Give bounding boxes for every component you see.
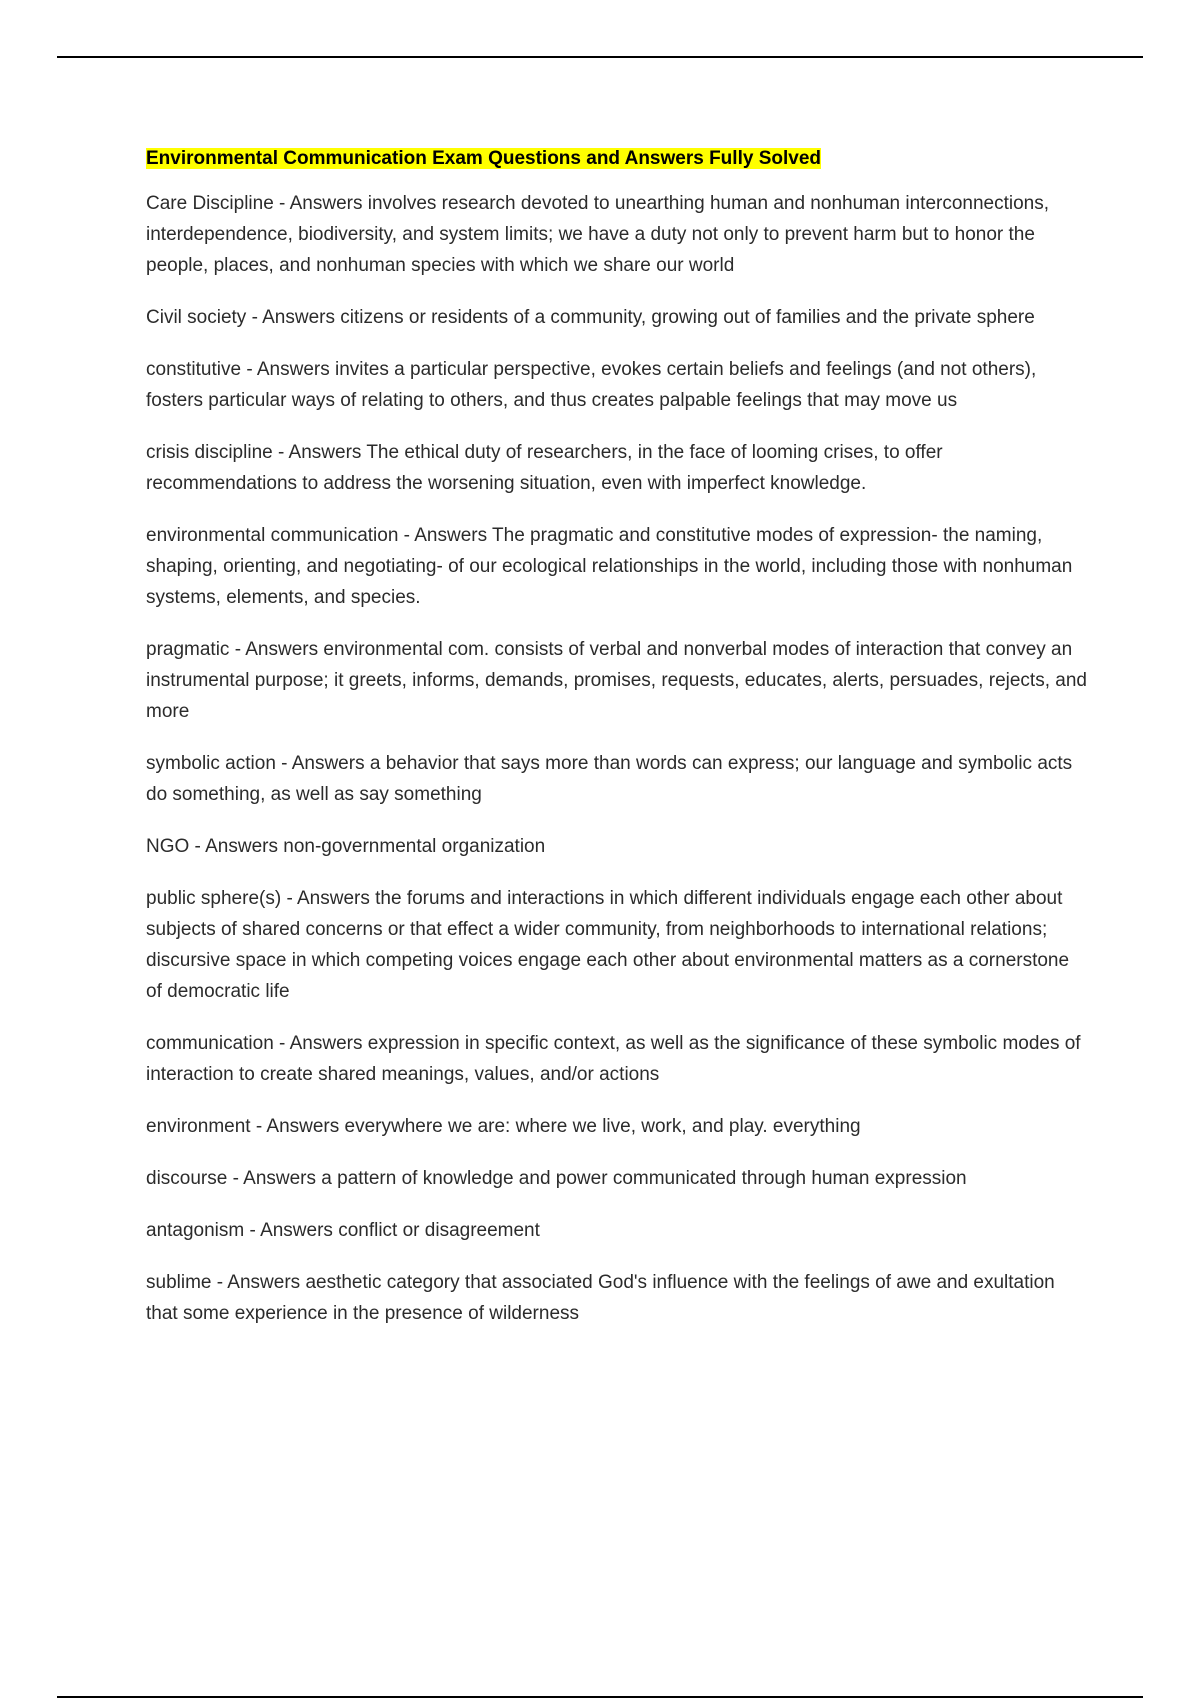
top-rule [57, 56, 1143, 58]
qa-entry-public-sphere: public sphere(s) - Answers the forums and interactions in which different individuals engage each other about subjects of shared concerns or that effect a wider community, from neighborhoods to international relations; discursive space in which competing voices engage each other about environmental matters as a cornerstone of democratic life [146, 888, 1070, 1002]
qa-entry-constitutive: constitutive - Answers invites a particular perspective, evokes certain beliefs and feelings (and not others), fosters particular ways of relating to others, and thus creates palpable feelings that may move us [146, 359, 1037, 411]
qa-entry-antagonism: antagonism - Answers conflict or disagreement [146, 1220, 540, 1241]
qa-entry-communication: communication - Answers expression in specific context, as well as the significance of these symbolic modes of interaction to create shared meanings, values, and/or actions [146, 1033, 1081, 1085]
qa-entry-environment: environment - Answers everywhere we are: where we live, work, and play. everything [146, 1116, 861, 1137]
qa-entry-symbolic-action: symbolic action - Answers a behavior that says more than words can express; our language and symbolic acts do something, as well as say something [146, 753, 1073, 805]
title-block [146, 144, 1088, 174]
qa-entry-pragmatic: pragmatic - Answers environmental com. consists of verbal and nonverbal modes of interaction that convey an instrumental purpose; it greets, informs, demands, promises, requests, educates, alerts, persuades, rejects, and more [146, 639, 1087, 722]
qa-entry-ngo: NGO - Answers non-governmental organization [146, 836, 546, 857]
bottom-rule [57, 1696, 1143, 1698]
document-body [146, 144, 1088, 1350]
qa-entry-care-discipline: Care Discipline - Answers involves research devoted to unearthing human and nonhuman interconnections, interdependence, biodiversity, and system limits; we have a duty not only to prevent harm but to honor the people, places, and nonhuman species with which we share our world [146, 193, 1050, 276]
document-title: Environmental Communication Exam Questions and Answers Fully Solved [146, 148, 821, 169]
qa-entry-sublime: sublime - Answers aesthetic category that associated God's influence with the feelings of awe and exultation that some experience in the presence of wilderness [146, 1272, 1055, 1324]
qa-entry-environmental-communication: environmental communication - Answers The pragmatic and constitutive modes of expression- the naming, shaping, orienting, and negotiating- of our ecological relationships in the world, including those with nonhuman systems, elements, and species. [146, 525, 1073, 608]
qa-entry-crisis-discipline: crisis discipline - Answers The ethical duty of researchers, in the face of looming crises, to offer recommendations to address the worsening situation, even with imperfect knowledge. [146, 442, 943, 494]
qa-entry-civil-society: Civil society - Answers citizens or residents of a community, growing out of families and the private sphere [146, 307, 1035, 328]
qa-entry-discourse: discourse - Answers a pattern of knowledge and power communicated through human expression [146, 1168, 967, 1189]
